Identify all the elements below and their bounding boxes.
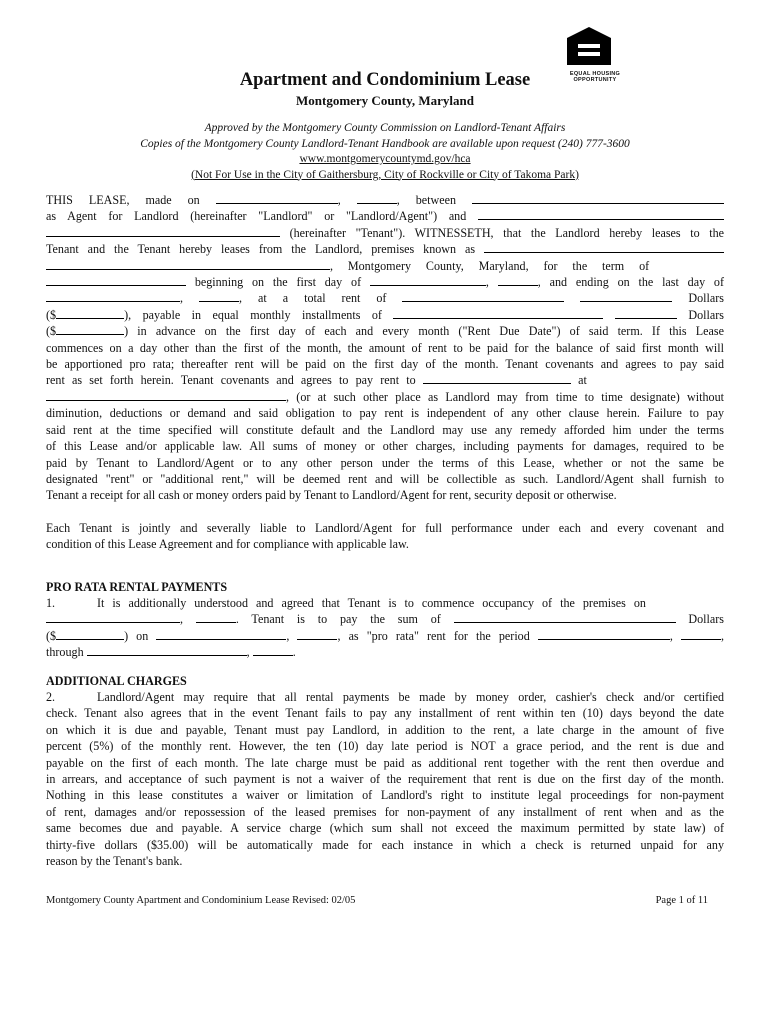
total-rent-field[interactable] [580,290,672,302]
payment-address-field[interactable] [46,389,286,401]
period-end-year-field[interactable] [253,644,293,656]
text: beginning on the first day of [194,275,362,290]
text: Tenant and the Tenant hereby leases from the Landlord, premises known as [46,242,476,257]
prorata-line [46,644,724,660]
section-number: 2. [46,689,56,704]
text: , as "pro rata" rent for the period [337,628,530,643]
premises-field-2[interactable] [46,258,330,270]
term-field[interactable] [46,274,186,286]
page-footer [46,895,708,906]
text: at [578,373,587,388]
lease-line: diminution, deductions or demand and said obligation to pay rent is independent of any other clause herein. Failure to pay [46,406,724,421]
lease-line: said rent at the time specified will constitute default and the Landlord may use any remedy afforded him under the terms [46,422,724,437]
document-title: Apartment and Condominium Lease [239,70,531,90]
period-start-field[interactable] [538,628,670,640]
charges-line: percent (5%) of the monthly rent. However, the ten (10) day late period is NOT a grace period, and the rent is due and [46,739,724,754]
charges-line: Nothing in this lease constitutes a waiver or limitation of Landlord's right to institute legal proceedings for non-payment [46,788,724,803]
text: , [337,193,341,207]
footer-revision: Montgomery County Apartment and Condominium Lease Revised: 02/05 [46,895,356,906]
end-month-field[interactable] [46,290,180,302]
lease-line [46,307,724,323]
text: ($ [46,628,57,643]
text: ) in advance on the first day of each and every month ("Rent Due Date") of said term. If this Lease [124,324,724,339]
text: Dollars [688,307,724,322]
text: ), payable in equal monthly installments of [124,307,382,322]
text: , [485,275,489,290]
lease-line [46,258,724,274]
website-link[interactable]: www.montgomerycountymd.gov/hca [299,153,471,165]
prorata-due-date-field[interactable] [156,628,286,640]
tenant-name-field[interactable] [478,208,724,220]
text: , [669,628,673,643]
prorata-line [46,628,724,644]
intro-block [0,121,770,183]
total-rent-amount-field[interactable] [56,307,124,319]
text: , [180,291,184,306]
liability-line: condition of this Lease Agreement and for compliance with applicable law. [46,537,409,552]
liability-line: Each Tenant is jointly and severally liable to Landlord/Agent for full performance under each and every covenant and [46,520,724,535]
premises-field[interactable] [484,241,724,253]
monthly-rent-amount-field[interactable] [56,323,124,335]
period-end-field[interactable] [87,644,247,656]
lease-line [46,241,724,257]
usage-notice: (Not For Use in the City of Gaithersburg, City of Rockville or City of Takoma Park) [191,168,579,181]
logo-text-1: EQUAL HOUSING [569,71,621,77]
landlord-name-field[interactable] [472,192,724,204]
text: ) on [124,628,149,643]
occupancy-date-field[interactable] [46,611,180,623]
lease-line [46,323,724,339]
text: , [246,645,250,660]
handbook-line: Copies of the Montgomery County Landlord-Tenant Handbook are available upon request (240) 777-3600 [140,137,630,150]
prorata-due-year-field[interactable] [297,628,337,640]
end-year-field[interactable] [199,290,239,302]
lease-line [46,225,724,241]
text: (hereinafter "Tenant"). WITNESSETH, that the Landlord hereby leases to the [289,225,724,240]
lease-line [46,192,724,208]
tenant-name-field-2[interactable] [46,225,280,237]
lease-line [46,372,724,388]
text: Dollars [688,291,724,306]
prorata-sum-field[interactable] [454,611,676,623]
text: , [720,628,724,643]
text: . [292,645,296,660]
charges-line: of rent, damages and/or repossession of the leased premises for non-payment of any installment of rent when and as the [46,804,724,819]
text: . Tenant is to pay the sum of [235,612,441,627]
charges-line: thirty-five dollars ($35.00) will be automatically made for each instance in which a check is returned unpaid for any [46,837,724,852]
text: , at a total rent of [239,291,387,306]
date-field[interactable] [216,192,338,204]
monthly-rent-cents-field[interactable] [615,307,677,319]
logo-text-2: OPPORTUNITY [573,77,617,83]
text: Landlord/Agent may require that all rental payments be made by money order, cashier's check and/or certified [97,689,724,704]
section-number: 1. [46,595,56,610]
start-month-field[interactable] [370,274,486,286]
text: THIS LEASE, made on [46,193,200,207]
text: rent as set forth herein. Tenant covenants and agrees to pay rent to [46,373,416,388]
text: Dollars [688,612,725,627]
equal-housing-icon [566,26,612,66]
text: , between [396,193,457,207]
text: , Montgomery County, Maryland, for the term of [330,258,650,273]
charges-line: reason by the Tenant's bank. [46,854,183,869]
charges-line: check. Tenant also agrees that in the event Tenant fails to pay any installment of rent within ten (10) days beyond the date [46,706,724,721]
lease-line [46,290,724,306]
prorata-heading: PRO RATA RENTAL PAYMENTS [46,579,228,594]
charges-line: payable on the first of each month. The late charge must be paid as additional rent together with the rent then overdue and [46,755,724,770]
charges-line [46,689,724,705]
year-field[interactable] [357,192,397,204]
monthly-rent-words-field[interactable] [393,307,603,319]
text: It is additionally understood and agreed that Tenant is to commence occupancy of the premises on [97,595,646,610]
lease-line: be apportioned pro rata; thereafter rent will be paid on the first day of the month. Tenant covenants and agrees to pay said [46,357,724,372]
prorata-line [46,595,724,611]
text: ($ [46,324,57,339]
text: , and ending on the last day of [537,275,725,290]
lease-line: commences on a day other than the first of the month, the amount of rent to be paid for the balance of said first month will [46,340,724,355]
payee-field[interactable] [423,372,571,384]
page-number: Page 1 of 11 [655,895,708,906]
text: through [46,645,84,660]
text: , [286,628,290,643]
approval-line: Approved by the Montgomery County Commission on Landlord-Tenant Affairs [204,122,566,134]
charges-line: in arrears, and acceptance of such payment is not a waiver of the requirement that rent is due on the first day of the month. [46,772,724,786]
document-subtitle: Montgomery County, Maryland [295,93,475,108]
lease-line [46,208,724,224]
additional-charges-heading: ADDITIONAL CHARGES [46,673,187,688]
lease-line [46,274,724,290]
lease-line: designated "rent" or "additional rent," will be deemed rent and will be collectible as such. Landlord/Agent shall furnish to [46,471,724,486]
lease-line: of this Lease and/or applicable law. All sums of money or other charges, including payments for damages, required to be [46,439,724,454]
lease-body [46,192,724,869]
prorata-line [46,611,724,627]
occupancy-year-field[interactable] [196,611,236,623]
text: , [180,612,184,627]
text: ($ [46,307,57,322]
period-start-year-field[interactable] [681,628,721,640]
lease-line: Tenant a receipt for all cash or money orders paid by Tenant to Landlord/Agent for rent, security deposit or otherwise. [46,488,617,503]
lease-line [46,389,724,405]
text: , (or at such other place as Landlord may from time to time designate) without [286,389,724,404]
lease-line: paid by Tenant to Landlord/Agent or to any other person under the terms of this Lease, whether or not the same be [46,455,724,470]
charges-line: same becomes due and payable. A service charge (which sum shall not exceed the maximum permitted by state law) of [46,821,724,836]
prorata-amount-field[interactable] [56,628,124,640]
start-year-field[interactable] [498,274,538,286]
text: as Agent for Landlord (hereinafter "Landlord" or "Landlord/Agent") and [46,209,467,224]
charges-line: on which it is due and payable, Tenant must pay Landlord, in addition to the rent, a late charge in the amount of five [46,722,724,737]
total-rent-words-field[interactable] [402,290,564,302]
